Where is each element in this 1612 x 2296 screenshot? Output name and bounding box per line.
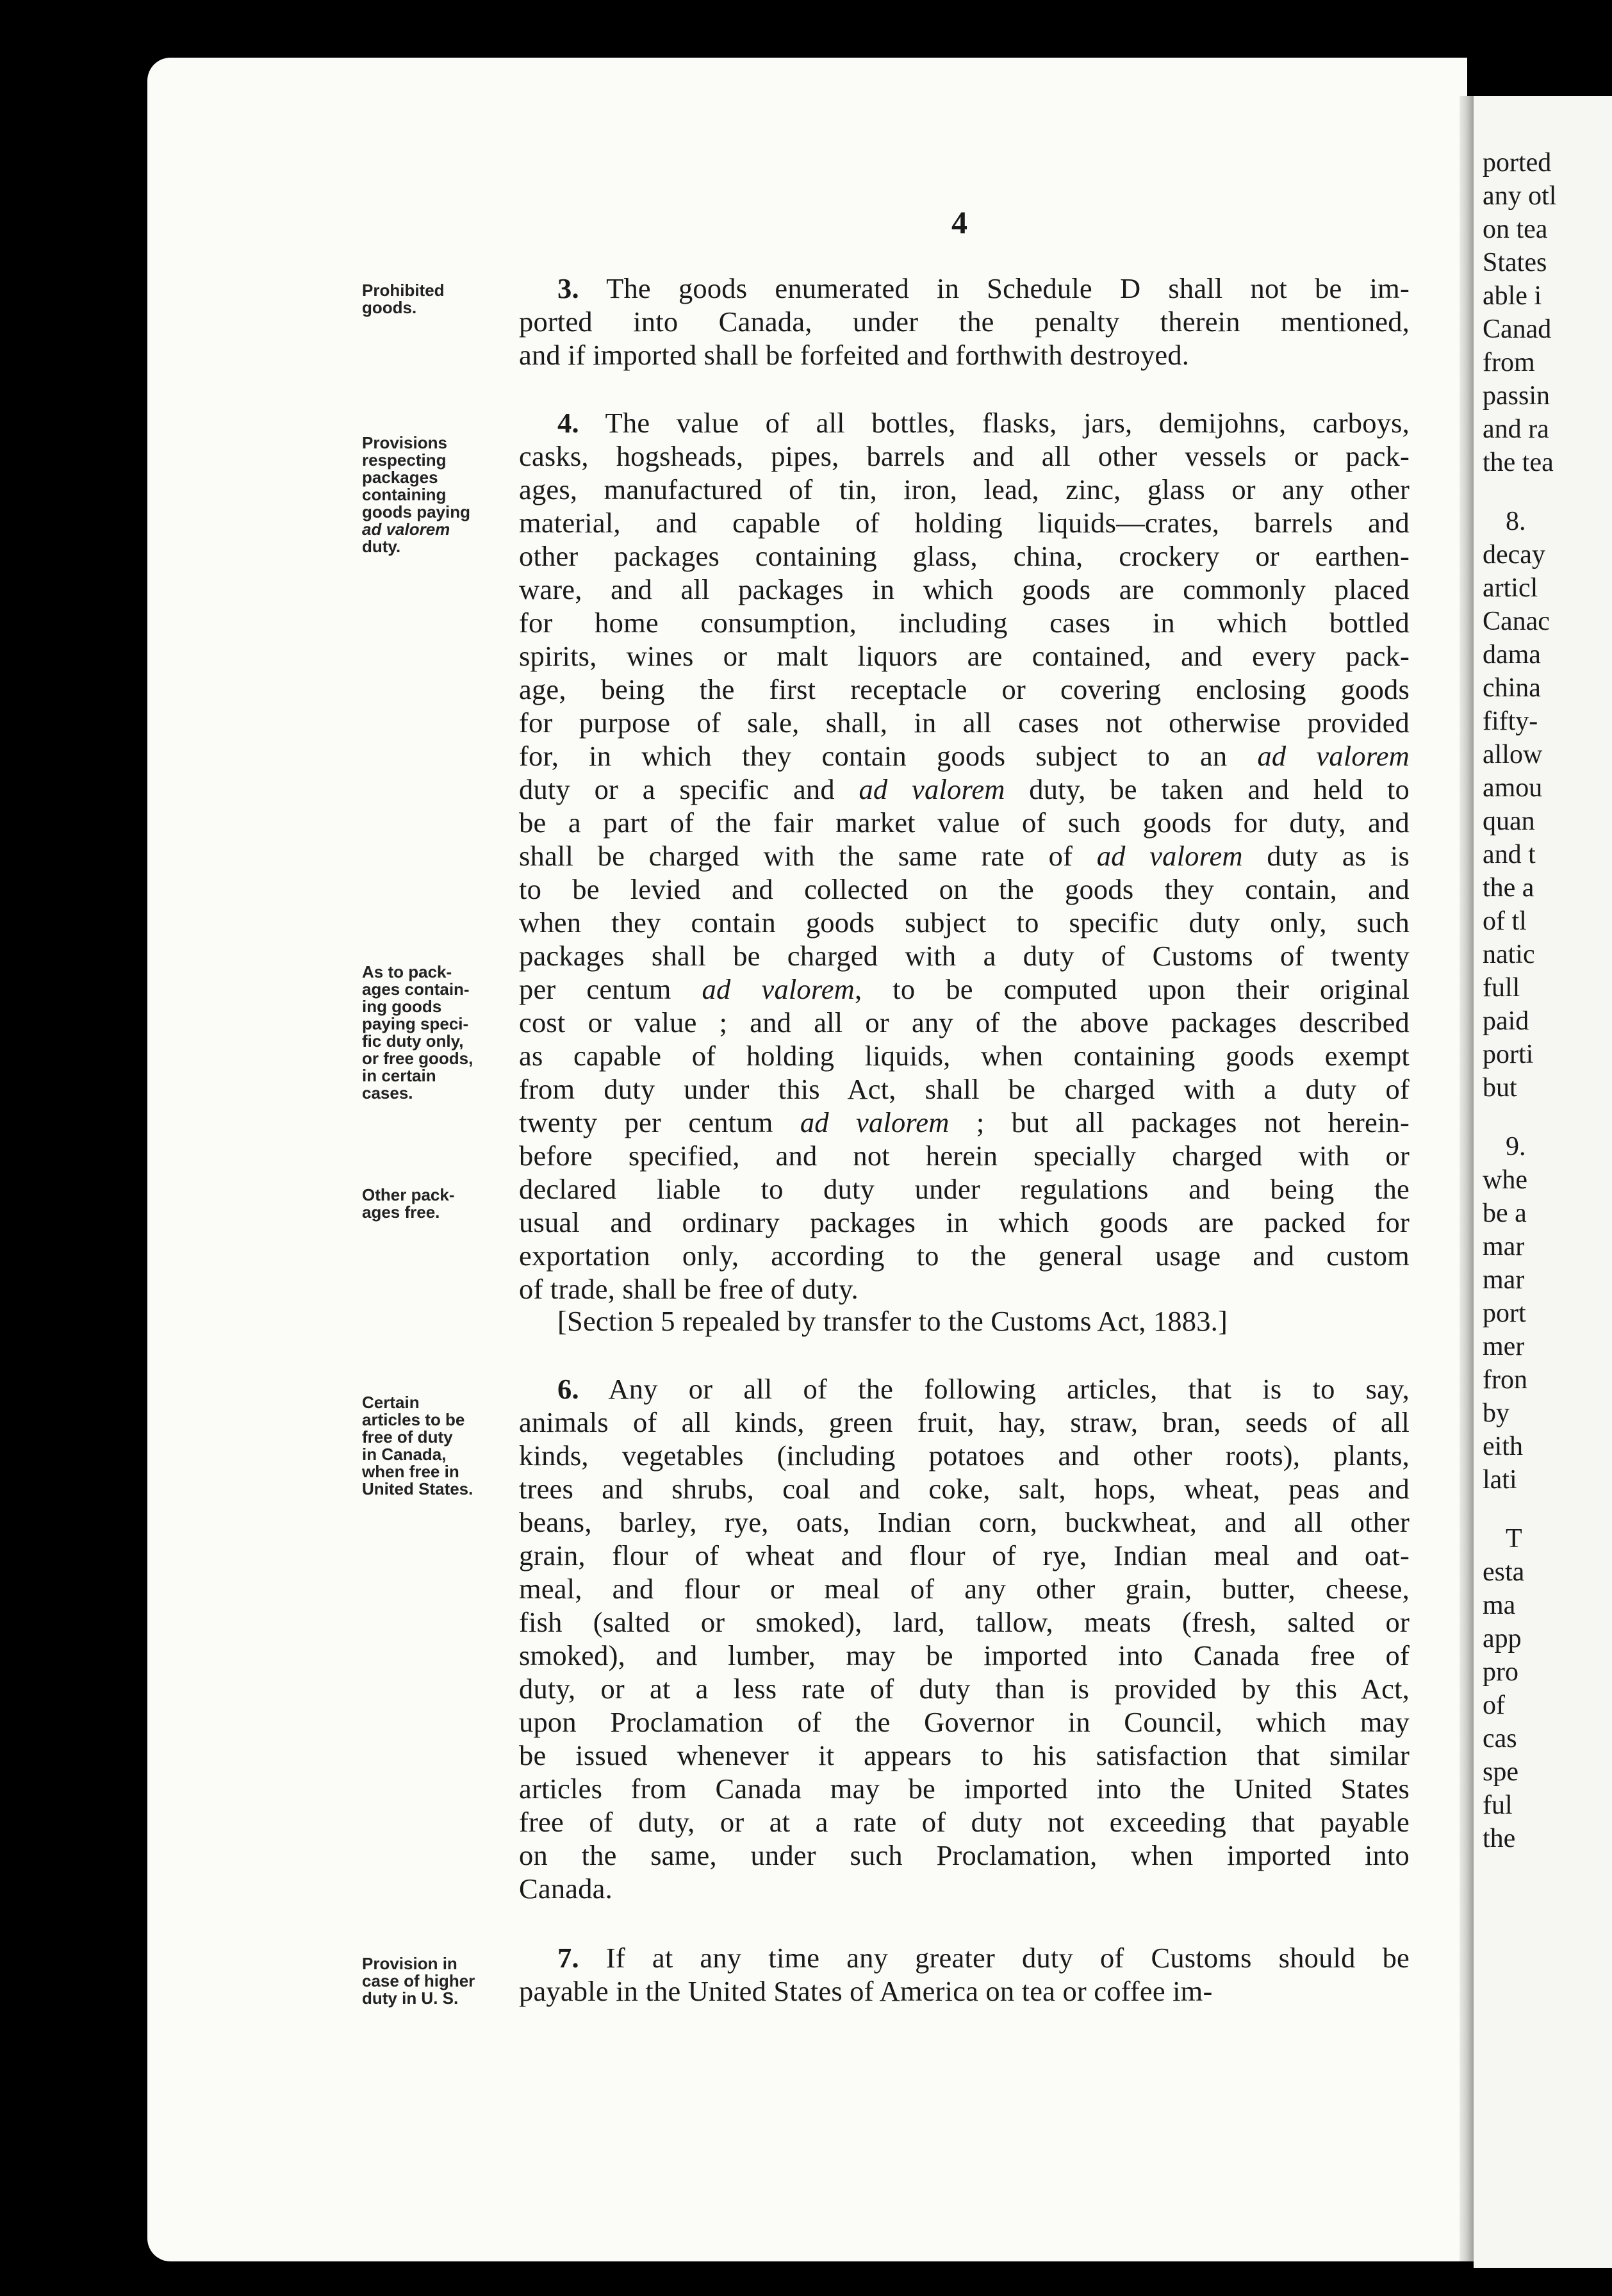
text-line: age, being the first receptacle or covering enclosing goods [519,673,1410,705]
facing-page-text: the a [1483,873,1534,903]
text-line: for, in which they contain goods subject to an ad valorem [519,740,1410,772]
facing-page-text: pro [1483,1657,1518,1687]
facing-page-text: Canac [1483,607,1550,636]
facing-page-text: by [1483,1398,1509,1428]
text-line: for home consumption, including cases in which bottled [519,607,1410,639]
text-line: from duty under this Act, shall be charged with a duty of [519,1073,1410,1105]
facing-page-text: china [1483,673,1541,703]
text-line [519,272,1410,305]
text-line: ages, manufactured of tin, iron, lead, zinc, glass or any other [519,473,1410,505]
facing-page-text: whe [1483,1165,1527,1195]
text-line: duty or a specific and ad valorem duty, be taken and held to [519,773,1410,805]
facing-page-text: lati [1483,1465,1517,1495]
margin-note-line: duty. [362,537,401,556]
text-line: meal, and flour or meal of any other grain, butter, cheese, [519,1573,1410,1605]
facing-page-text: porti [1483,1040,1534,1069]
facing-page-text: T [1506,1524,1522,1554]
facing-page-text: of [1483,1691,1505,1720]
text-line: grain, flour of wheat and flour of rye, Indian meal and oat- [519,1539,1410,1571]
facing-page-text: States [1483,248,1547,277]
text-line: packages shall be charged with a duty of Customs of twenty [519,940,1410,972]
margin-note-line: fic duty only, [362,1031,464,1051]
section-5-repealed-note [519,1304,1410,1338]
section-number: 3. [557,272,579,304]
text-line: twenty per centum ad valorem ; but all packages not herein- [519,1106,1410,1138]
facing-page-text: cas [1483,1724,1517,1753]
section-6 [519,1372,1410,1905]
facing-page-text: port [1483,1299,1526,1328]
facing-page-text: ful [1483,1791,1513,1820]
text-line: usual and ordinary packages in which goods are packed for [519,1206,1410,1238]
text-line: exportation only, according to the general usage and custom [519,1240,1410,1272]
text-line: cost or value ; and all or any of the above packages described [519,1006,1410,1038]
text-line: declared liable to duty under regulations and being the [519,1173,1410,1205]
section-3 [519,272,1410,372]
facing-page-text: quan [1483,807,1535,836]
margin-note-line: United States. [362,1479,473,1498]
facing-page-text: be a [1483,1199,1527,1228]
text-line: on the same, under such Proclamation, when imported into [519,1839,1410,1871]
facing-page-text: the tea [1483,448,1554,477]
facing-page-text: 8. [1506,507,1526,536]
facing-page-text: allow [1483,740,1543,769]
text-line: ware, and all packages in which goods are commonly placed [519,573,1410,605]
text-line: before specified, and not herein specially charged with or [519,1140,1410,1172]
margin-note-line: respecting [362,450,447,470]
margin-note-line: goods. [362,298,417,317]
text-line: be a part of the fair market value of such goods for duty, and [519,807,1410,839]
facing-page-text: eith [1483,1432,1523,1461]
text-line: shall be charged with the same rate of ad valorem duty as is [519,840,1410,872]
page-number: 4 [951,204,967,240]
facing-page-text: of tl [1483,906,1527,936]
text-line: free of duty, or at a rate of duty not exceeding that payable [519,1806,1410,1838]
page-gutter [1460,96,1474,2261]
section-4 [519,406,1410,1306]
facing-page-text: able i [1483,281,1542,311]
section-number: 7. [557,1942,579,1974]
text-line: as capable of holding liquids, when containing goods exempt [519,1040,1410,1072]
text-line: smoked), and lumber, may be imported into Canada free of [519,1639,1410,1671]
margin-note-line: Prohibited [362,281,445,300]
facing-page-text: esta [1483,1557,1525,1587]
text-line: beans, barley, rye, oats, Indian corn, buckwheat, and all other [519,1506,1410,1538]
margin-note-certain-articles [362,1394,516,1498]
margin-note-higher-duty [362,1955,516,2007]
facing-page-text: mar [1483,1265,1525,1295]
text-line: of trade, shall be free of duty. [519,1273,859,1305]
facing-page-text: spe [1483,1757,1518,1787]
section-text: If at any time any greater duty of Customs should be [579,1942,1410,1974]
margin-note-line: ages contain- [362,980,470,999]
text-line [519,1941,1410,1974]
facing-page-text: paid [1483,1006,1529,1036]
facing-page-text: amou [1483,773,1543,803]
text-line: spirits, wines or malt liquors are contained, and every pack- [519,640,1410,672]
facing-page-text: from [1483,348,1535,377]
text-line: ported into Canada, under the penalty therein mentioned, [519,306,1410,338]
facing-page-text: but [1483,1073,1517,1103]
facing-page-text: the [1483,1824,1516,1853]
text-line: kinds, vegetables (including potatoes and other roots), plants, [519,1439,1410,1472]
facing-page-text: on tea [1483,215,1548,244]
margin-note-other-packages [362,1186,516,1221]
margin-note-line: Other pack- [362,1185,455,1204]
margin-note-line: Provisions [362,433,447,452]
margin-note-line: Provision in [362,1954,457,1973]
text-line: when they contain goods subject to specific duty only, such [519,906,1410,939]
text-line: and if imported shall be forfeited and forthwith destroyed. [519,339,1190,371]
facing-page-text: app [1483,1624,1522,1653]
text-line: per centum ad valorem, to be computed upon their original [519,973,1410,1005]
facing-page-text: mer [1483,1332,1525,1361]
facing-page-text: and ra [1483,414,1549,444]
facing-page-text: ported [1483,148,1552,177]
facing-page-text: passin [1483,381,1550,411]
repealed-note-text: [Section 5 repealed by transfer to the Customs Act, 1883.] [557,1305,1228,1337]
margin-note-line: cases. [362,1083,413,1103]
facing-page-text: and t [1483,840,1536,869]
margin-note-line: articles to be [362,1410,465,1429]
facing-page-text: 9. [1506,1132,1526,1161]
facing-page-text: decay [1483,540,1545,570]
margin-note-line: As to pack- [362,962,452,981]
text-line: to be levied and collected on the goods they contain, and [519,873,1410,905]
section-number: 4. [557,407,579,439]
margin-note-line: ing goods [362,997,442,1016]
facing-page-text: Canad [1483,315,1552,344]
text-line: fish (salted or smoked), lard, tallow, meats (fresh, salted or [519,1606,1410,1638]
margin-note-prohibited [362,282,516,316]
facing-page-text: full [1483,973,1520,1003]
section-7 [519,1941,1410,2008]
margin-note-line: ages free. [362,1202,440,1222]
facing-page-text: natic [1483,940,1535,969]
facing-page-text: any otl [1483,181,1557,211]
margin-note-line: case of higher [362,1971,475,1990]
text-line: casks, hogsheads, pipes, barrels and all other vessels or pack- [519,440,1410,472]
text-line: upon Proclamation of the Governor in Council, which may [519,1706,1410,1738]
margin-note-line: when free in [362,1462,459,1481]
text-line: animals of all kinds, green fruit, hay, straw, bran, seeds of all [519,1406,1410,1438]
text-line: material, and capable of holding liquids—crates, barrels and [519,507,1410,539]
margin-note-line: in Canada, [362,1445,447,1464]
text-line: payable in the United States of America on tea or coffee im- [519,1975,1213,2007]
section-text: The value of all bottles, flasks, jars, demijohns, carboys, [579,407,1410,439]
margin-note-line: containing [362,485,447,504]
margin-note-line: free of duty [362,1427,453,1447]
text-line: duty, or at a less rate of duty than is provided by this Act, [519,1673,1410,1705]
facing-page-text: fifty- [1483,707,1538,736]
section-text: Any or all of the following articles, that is to say, [579,1373,1410,1405]
text-line: articles from Canada may be imported into the United States [519,1773,1410,1805]
section-number: 6. [557,1373,579,1405]
section-text: The goods enumerated in Schedule D shall not be im- [579,272,1410,304]
margin-note-line: duty in U. S. [362,1988,459,2008]
text-line: be issued whenever it appears to his satisfaction that similar [519,1739,1410,1771]
margin-note-specific-duty [362,964,516,1102]
facing-page-text: fron [1483,1365,1527,1395]
margin-note-packages [362,434,516,555]
margin-note-line: ad valorem [362,520,450,539]
margin-note-line: packages [362,468,438,487]
text-line [519,406,1410,439]
margin-note-line: in certain [362,1066,436,1085]
facing-page-text: mar [1483,1232,1525,1261]
facing-page-text: dama [1483,640,1541,669]
facing-page-fragment [1474,96,1612,2268]
facing-page-text: articl [1483,573,1538,603]
text-line [519,1372,1410,1406]
text-line: trees and shrubs, coal and coke, salt, hops, wheat, peas and [519,1473,1410,1505]
margin-note-line: Certain [362,1393,420,1412]
facing-page-text: ma [1483,1591,1516,1620]
text-line: other packages containing glass, china, crockery or earthen- [519,540,1410,572]
margin-note-line: goods paying [362,502,470,521]
margin-note-line: or free goods, [362,1049,473,1068]
text-line: for purpose of sale, shall, in all cases not otherwise provided [519,707,1410,739]
text-line: Canada. [519,1873,613,1905]
margin-note-line: paying speci- [362,1014,469,1033]
